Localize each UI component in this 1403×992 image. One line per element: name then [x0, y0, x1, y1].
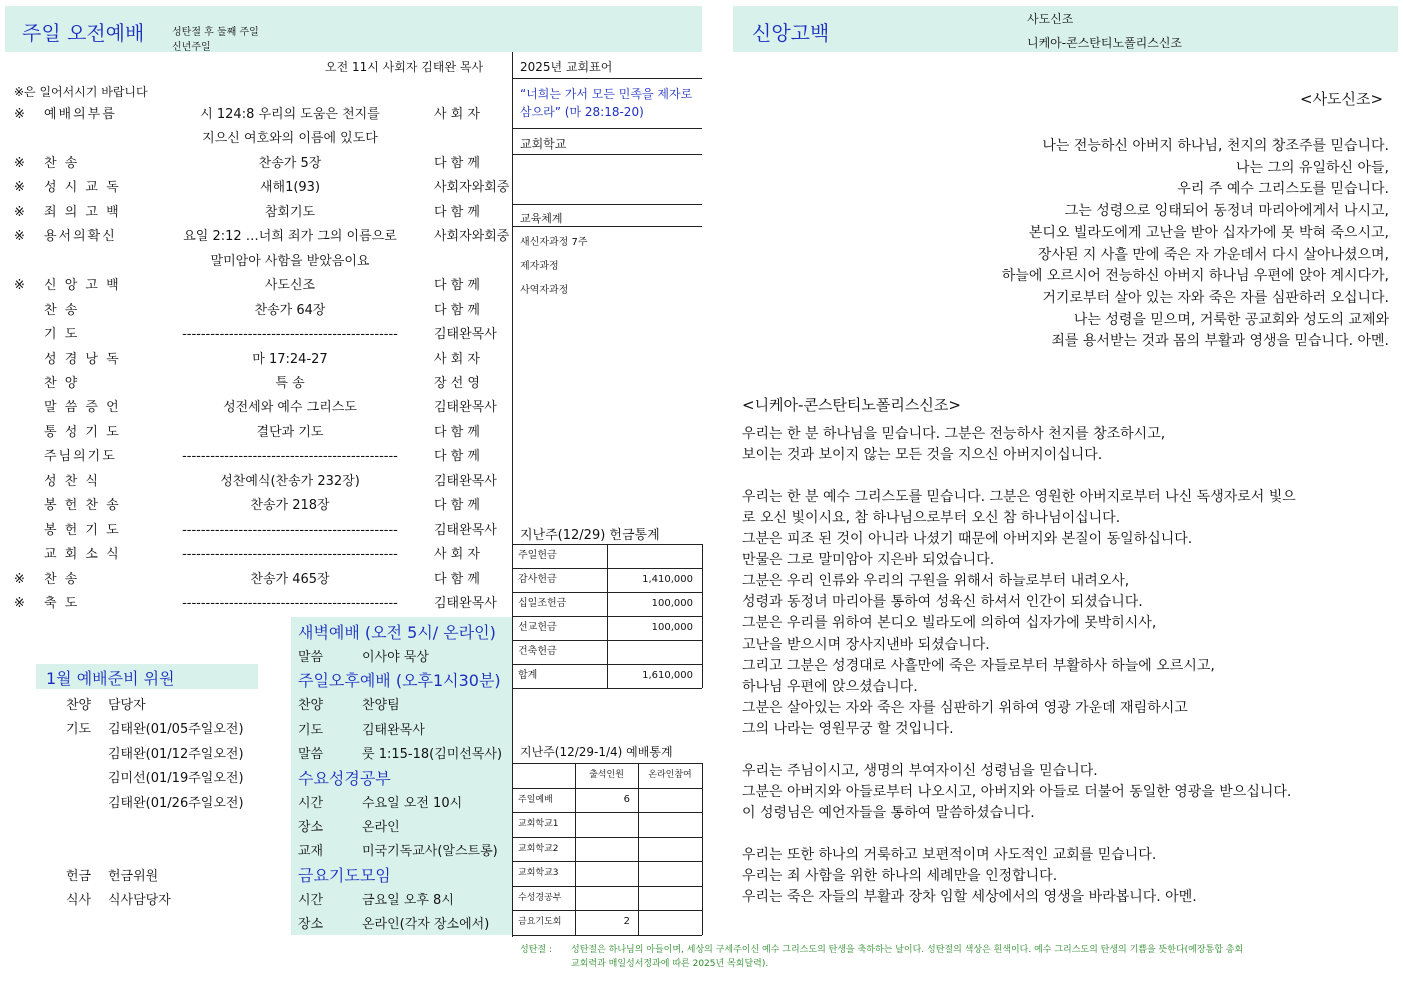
service-value: 룻 1:15-18(김미선목사)	[362, 747, 503, 763]
table-border	[638, 763, 639, 935]
attendance-count: 6	[623, 793, 630, 805]
order-item: 말 씀 증 언	[44, 400, 121, 416]
offering-name: 감사헌금	[518, 574, 557, 585]
order-row	[0, 372, 512, 396]
committee-name: 김태완(01/26주일오전)	[108, 795, 244, 811]
order-row	[0, 519, 512, 543]
motto-title: 2025년 교회표어	[520, 60, 613, 74]
table-border	[702, 544, 703, 688]
order-item: 성 찬 식	[44, 473, 100, 489]
order-row	[0, 470, 512, 494]
table-border	[575, 763, 576, 935]
order-item: 봉 헌 기 도	[44, 522, 121, 538]
nicene-line: 우리는 주님이시고, 생명의 부여자이신 성령님을 믿습니다.	[742, 762, 1098, 779]
nicene-line: 우리는 죄 사함을 위한 하나의 세례만을 인정합니다.	[742, 868, 1058, 885]
service-value: 김태완목사	[362, 722, 425, 738]
order-content: ----------------------------------------------	[182, 596, 398, 611]
order-item: 주님의기도	[44, 449, 117, 465]
order-leader: 다 함 께	[434, 278, 480, 294]
nicene-line: 그리고 그분은 성경대로 사흘만에 죽은 자들로부터 부활하사 하늘에 오르시고,	[742, 657, 1215, 674]
order-row	[0, 421, 512, 445]
order-mark: ※	[14, 155, 25, 171]
apostles-line: 죄를 용서받는 것과 몸의 부활과 영생을 믿습니다. 아멘.	[1051, 333, 1389, 350]
offering-name: 십일조헌금	[518, 598, 567, 609]
committee-name: 담당자	[108, 698, 146, 713]
order-content: ----------------------------------------------	[182, 522, 398, 538]
divider	[512, 204, 702, 205]
course-item: 제자과정	[520, 261, 559, 272]
order-row	[0, 201, 512, 225]
offering-amount: 100,000	[651, 598, 693, 609]
offering-amount: 1,610,000	[642, 670, 693, 681]
order-row	[0, 299, 512, 323]
order-row	[0, 323, 512, 347]
church-school-label: 교회학교	[520, 137, 567, 151]
table-border	[702, 763, 703, 935]
order-row	[0, 348, 512, 372]
course-item: 사역자과정	[520, 285, 569, 296]
nicene-line: 이 성령님은 예언자들을 통하여 말씀하셨습니다.	[742, 804, 1035, 821]
order-row	[0, 152, 512, 176]
attendance-name: 수성경공부	[518, 892, 562, 903]
order-row	[0, 568, 512, 592]
service-label: 말씀	[298, 747, 324, 763]
divider	[512, 154, 702, 155]
service-label: 교재	[298, 844, 324, 860]
nicene-line: 성령과 동정녀 마리아를 통하여 성육신 하셔서 인간이 되셨습니다.	[742, 594, 1143, 611]
order-content: 마 17:24-27	[252, 351, 328, 367]
order-content: 찬송가 218장	[250, 498, 330, 514]
apostles-line: 장사된 지 사흘 만에 죽은 자 가운데서 다시 살아나셨으며,	[1037, 246, 1389, 263]
order-leader: 사 회 자	[434, 547, 480, 563]
nicene-line: 고난을 받으시며 장사지낸바 되셨습니다.	[742, 636, 990, 653]
attendance-header: 출석인원	[589, 770, 624, 780]
committee-role: 찬양	[66, 698, 92, 713]
order-leader: 김태완목사	[434, 473, 497, 489]
order-row	[0, 494, 512, 518]
attendance-name: 주일예배	[518, 794, 553, 805]
nicene-line: 우리는 죽은 자들의 부활과 장차 임할 세상에서의 영생을 바라봅니다. 아멘.	[742, 889, 1197, 906]
service-label: 시간	[298, 892, 324, 908]
order-item: 찬 송	[44, 571, 80, 587]
apostles-line: 거기로부터 살아 있는 자와 죽은 자를 심판하러 오십니다.	[1042, 289, 1389, 306]
order-content: 말미암아 사함을 받았음이요	[210, 253, 370, 269]
service-value: 금요일 오후 8시	[362, 892, 454, 908]
order-mark: ※	[14, 596, 25, 611]
divider	[512, 78, 702, 79]
committee-role: 식사	[66, 893, 92, 909]
service-label: 찬양	[298, 698, 324, 714]
committee-name: 김태완(01/05주일오전)	[108, 722, 244, 738]
nicene-line: 하나님 우편에 앉으셨습니다.	[742, 678, 918, 695]
sidebar-divider	[512, 52, 513, 937]
order-row	[0, 225, 512, 249]
apostles-line: 나는 성령을 믿으며, 거룩한 공교회와 성도의 교제와	[1073, 311, 1389, 328]
stand-note: ※은 일어서시기 바랍니다	[14, 85, 148, 99]
order-leader: 김태완목사	[434, 327, 497, 343]
table-border	[512, 935, 702, 936]
order-content: ----------------------------------------------	[182, 327, 398, 343]
order-leader: 사회자와회중	[434, 229, 510, 245]
order-leader: 다 함 께	[434, 302, 480, 318]
apostles-line: 나는 그의 유일하신 아들,	[1235, 159, 1389, 176]
divider	[512, 226, 702, 227]
order-content: ----------------------------------------------	[182, 547, 398, 563]
attendance-header: 온라인참여	[648, 770, 692, 780]
order-item: 용서의확신	[44, 229, 117, 245]
committee-name: 김미선(01/19주일오전)	[108, 771, 244, 787]
service-title: 수요성경공부	[298, 768, 391, 788]
committee-name: 김태완(01/12주일오전)	[108, 746, 244, 762]
order-item: 기 도	[44, 327, 80, 343]
header-subtitle-1: 성탄절 후 둘째 주일	[172, 27, 259, 38]
order-leader: 사 회 자	[434, 107, 480, 122]
nicene-line: 우리는 한 분 하나님을 믿습니다. 그분은 전능하사 천지를 창조하시고,	[742, 426, 1166, 442]
order-content: 특 송	[275, 375, 305, 391]
nicene-line: 그분은 살아있는 자와 죽은 자를 심판하기 위하여 영광 가운데 재림하시고	[742, 699, 1188, 716]
order-item: 교 회 소 식	[44, 547, 121, 563]
service-label: 시간	[298, 795, 324, 811]
service-title: 새벽예배 (오전 5시/ 온라인)	[298, 623, 496, 642]
footer-label: 성탄절 :	[520, 945, 552, 955]
apostles-line: 나는 전능하신 아버지 하나님, 천지의 창조주를 믿습니다.	[1042, 138, 1389, 154]
order-content: 찬송가 5장	[258, 155, 322, 171]
service-value: 온라인	[362, 820, 400, 835]
order-content: 찬송가 465장	[250, 571, 330, 587]
order-item: 봉 헌 찬 송	[44, 498, 121, 514]
attendance-name: 교회학교1	[518, 819, 559, 829]
order-item: 성 경 낭 독	[44, 351, 121, 367]
order-mark: ※	[14, 278, 25, 294]
offering-amount: 1,410,000	[642, 574, 693, 585]
service-value: 이사야 묵상	[362, 650, 429, 665]
order-row	[0, 396, 512, 420]
order-content: 사도신조	[264, 278, 316, 294]
creed-subtitle-1: 사도신조	[1027, 12, 1074, 26]
order-row	[0, 592, 512, 616]
offering-name: 주일헌금	[518, 550, 557, 561]
order-row	[0, 543, 512, 567]
service-label: 말씀	[298, 650, 324, 665]
order-content: 참회기도	[264, 204, 316, 220]
offering-name: 건축헌금	[518, 646, 557, 657]
nicene-line: 그분은 우리를 위하여 본디오 빌라도에 의하여 십자가에 못박히시사,	[742, 615, 1157, 632]
order-leader: 김태완목사	[434, 522, 497, 538]
table-border	[512, 688, 702, 689]
service-value: 온라인(각자 장소에서)	[362, 917, 490, 933]
order-row	[0, 176, 512, 200]
header-subtitle-2: 신년주일	[172, 42, 211, 53]
apostles-creed-title: <사도신조>	[1300, 90, 1384, 108]
service-title: 금요기도모임	[298, 865, 391, 885]
apostles-line: 본디오 빌라도에게 고난을 받아 십자가에 못 박혀 죽으시고,	[1028, 224, 1389, 241]
nicene-line: 만물은 그로 말미암아 지은바 되었습니다.	[742, 552, 995, 569]
order-item: 신 앙 고 백	[44, 278, 121, 294]
footer-text-2: 교회력과 매일성서정과에 따른 2025년 목회달력).	[571, 959, 769, 969]
order-leader: 다 함 께	[434, 424, 480, 440]
order-item: 축 도	[44, 596, 80, 611]
nicene-line: 그분은 우리 인류와 우리의 구원을 위해서 하늘로부터 내려오사,	[742, 573, 1130, 590]
order-leader: 다 함 께	[434, 449, 480, 465]
nicene-line: 그분은 피조 된 것이 아니라 나셨기 때문에 아버지와 본질이 동일하십니다.	[742, 531, 1193, 548]
order-row	[0, 127, 512, 151]
order-content: ----------------------------------------------	[182, 449, 398, 465]
church-motto: “너희는 가서 모든 민족을 제자로 삼으라” (마 28:18-20)	[520, 87, 693, 119]
nicene-line: 보이는 것과 보이지 않는 모든 것을 지으신 아버지이십니다.	[742, 447, 1103, 464]
apostles-line: 우리 주 예수 그리스도를 믿습니다.	[1177, 181, 1389, 198]
order-mark: ※	[14, 229, 25, 245]
order-item: 통 성 기 도	[44, 424, 121, 440]
footer-text-1: 성탄절은 하나님의 아들이며, 세상의 구세주이신 예수 그리스도의 탄생을 축하하는 날이다. 성탄절의 색상은 흰색이다. 예수 그리스도의 탄생의 기쁨을 뜻한다(예장통합 총회	[571, 945, 1244, 955]
order-row	[0, 103, 512, 127]
order-row	[0, 250, 512, 274]
order-mark: ※	[14, 107, 25, 122]
service-value: 미국기독교사(알스트롱)	[362, 844, 498, 860]
service-label: 장소	[298, 917, 324, 933]
course-item: 새신자과정 7주	[520, 237, 588, 248]
order-item: 죄 의 고 백	[44, 204, 121, 220]
offering-title: 지난주(12/29) 헌금통계	[520, 528, 660, 543]
order-leader: 사회자와회중	[434, 180, 510, 196]
order-content: 요일 2:12 …너희 죄가 그의 이름으로	[183, 229, 397, 245]
attendance-name: 금요기도회	[518, 917, 562, 927]
order-leader: 다 함 께	[434, 571, 480, 587]
order-leader: 다 함 께	[434, 204, 480, 220]
order-item: 찬 송	[44, 155, 80, 171]
nicene-line: 우리는 한 분 예수 그리스도를 믿습니다. 그분은 영원한 아버지로부터 나신 독생자로서 빛으	[742, 489, 1296, 506]
page-title: 주일 오전예배	[22, 21, 145, 45]
nicene-line: 그분은 아버지와 아들로부터 나오시고, 아버지와 아들로 더불어 동일한 영광을 받으십니다.	[742, 783, 1292, 800]
offering-name: 합계	[518, 670, 538, 681]
order-row	[0, 445, 512, 469]
creed-subtitle-2: 니케아-콘스탄티노폴리스신조	[1027, 36, 1183, 50]
attendance-name: 교회학교3	[518, 868, 559, 878]
nicene-creed-title: <니케아-콘스탄티노폴리스신조>	[742, 396, 961, 414]
order-item: 찬 송	[44, 302, 80, 318]
education-system-label: 교육체계	[520, 212, 563, 225]
service-value: 찬양팀	[362, 698, 400, 714]
offering-name: 선교헌금	[518, 622, 557, 633]
committee-title: 1월 예배준비 위원	[46, 669, 175, 688]
nicene-line: 그의 나라는 영원무궁 할 것입니다.	[742, 720, 954, 737]
nicene-line: 로 오신 빛이시요, 참 하나님으로부터 오신 참 하나님이십니다.	[742, 510, 1121, 527]
order-leader: 사 회 자	[434, 351, 480, 367]
table-border	[607, 544, 608, 688]
order-item: 성 시 교 독	[44, 180, 121, 196]
order-leader: 김태완목사	[434, 400, 497, 416]
committee-name: 헌금위원	[108, 869, 159, 884]
service-time-line: 오전 11시 사회자 김태완 목사	[325, 60, 484, 74]
order-mark: ※	[14, 571, 25, 587]
order-content: 성전세와 예수 그리스도	[223, 400, 357, 416]
order-leader: 장 선 영	[434, 375, 480, 391]
attendance-title: 지난주(12/29-1/4) 예배통계	[520, 745, 673, 759]
service-value: 수요일 오전 10시	[362, 795, 463, 811]
order-leader: 다 함 께	[434, 155, 480, 171]
committee-name: 식사담당자	[108, 893, 171, 909]
order-row	[0, 274, 512, 298]
service-label: 장소	[298, 820, 324, 835]
service-title: 주일오후예배 (오후1시30분)	[298, 671, 501, 691]
attendance-name: 교회학교2	[518, 843, 559, 854]
order-leader: 김태완목사	[434, 596, 497, 611]
attendance-count: 2	[623, 916, 630, 927]
order-content: 지으신 여호와의 이름에 있도다	[202, 131, 378, 147]
creed-title: 신앙고백	[752, 21, 830, 45]
order-item: 예배의부름	[44, 107, 117, 122]
committee-role: 헌금	[66, 869, 92, 884]
offering-amount: 100,000	[651, 622, 693, 633]
order-content: 결단과 기도	[256, 424, 324, 440]
apostles-line: 그는 성령으로 잉태되어 동정녀 마리아에게서 나시고,	[1064, 203, 1389, 220]
order-mark: ※	[14, 204, 25, 220]
order-content: 시 124:8 우리의 도움은 천지를	[200, 107, 380, 122]
nicene-line: 우리는 또한 하나의 거룩하고 보편적이며 사도적인 교회를 믿습니다.	[742, 847, 1157, 863]
order-content: 찬송가 64장	[254, 302, 326, 318]
order-mark: ※	[14, 180, 25, 196]
order-item: 찬 양	[44, 375, 80, 391]
service-label: 기도	[298, 722, 324, 738]
order-content: 성찬예식(찬송가 232장)	[220, 473, 360, 489]
order-leader: 다 함 께	[434, 498, 480, 514]
committee-role: 기도	[66, 722, 92, 738]
apostles-line: 하늘에 오르시어 전능하신 아버지 하나님 우편에 앉아 계시다가,	[1001, 268, 1389, 285]
divider	[512, 128, 702, 129]
order-content: 새해1(93)	[259, 180, 321, 196]
